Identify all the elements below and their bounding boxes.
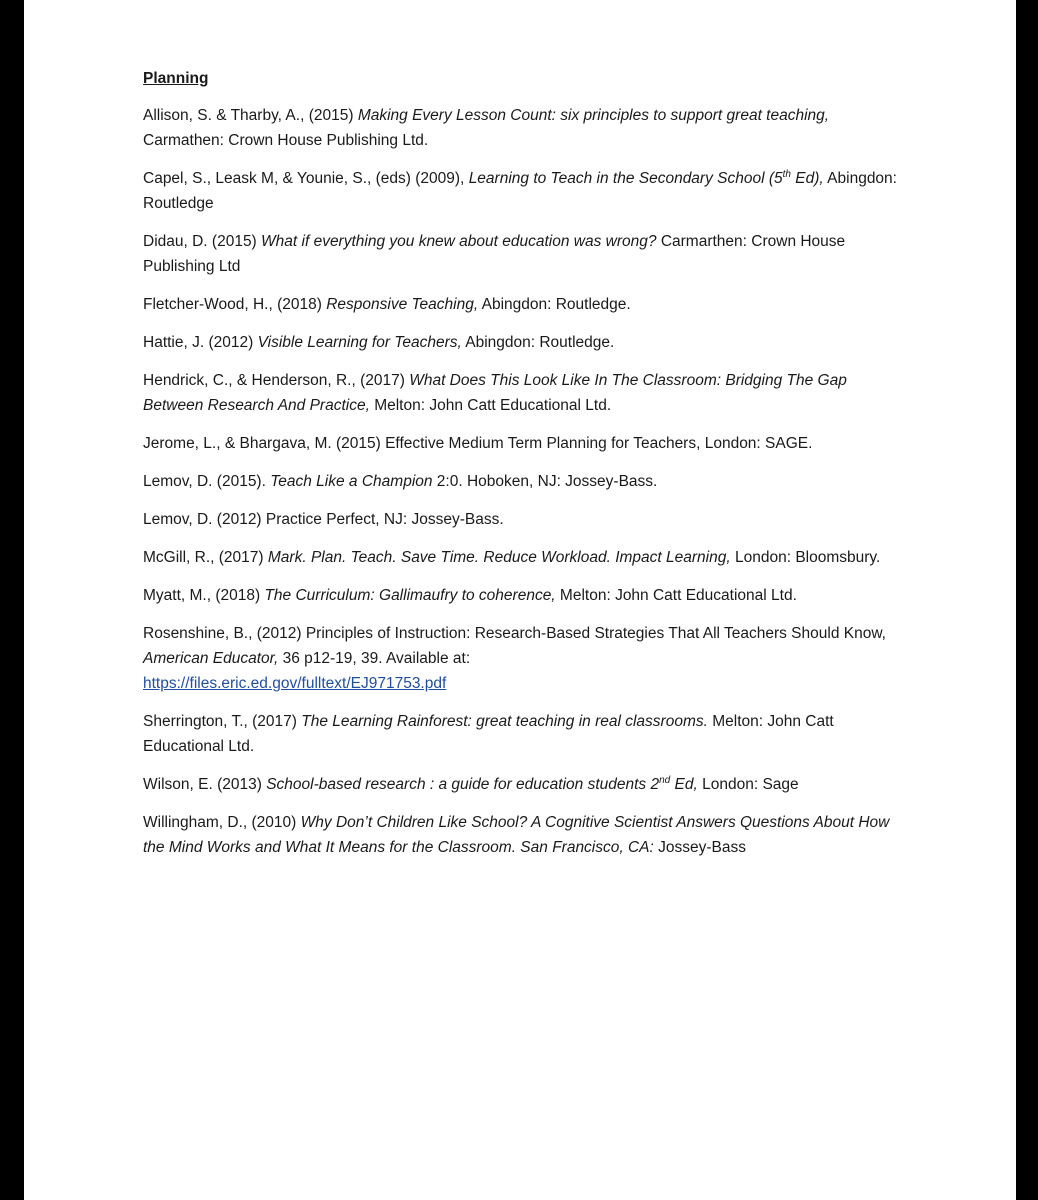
reference-text: Hendrick, C., & Henderson, R., (2017)	[143, 372, 410, 389]
reference-sherrington	[143, 709, 903, 759]
reference-publisher: Abingdon: Routledge.	[478, 296, 631, 313]
reference-title: Mark. Plan. Teach. Save Time. Reduce Workload. Impact Learning,	[267, 549, 731, 566]
reference-publisher: Abingdon: Routledge.	[461, 334, 615, 351]
eric-pdf-link[interactable]: https://files.eric.ed.gov/fulltext/EJ971753.pdf	[143, 675, 447, 692]
document-page	[24, 0, 1016, 1200]
reference-superscript: nd	[659, 774, 671, 786]
reference-mcgill	[143, 545, 903, 570]
reference-jerome	[143, 431, 903, 456]
reference-text: Sherrington, T., (2017)	[143, 713, 302, 730]
reference-text: Didau, D. (2015)	[143, 233, 262, 250]
reference-text: Rosenshine, B., (2012) Principles of Instruction: Research-Based Strategies That All Teachers Should Know,	[143, 625, 886, 642]
reference-lemov-2012	[143, 507, 903, 532]
reference-publisher: London: Bloomsbury.	[730, 549, 881, 566]
reference-text: Wilson, E. (2013)	[143, 776, 267, 793]
reference-publisher: 2:0. Hoboken, NJ: Jossey-Bass.	[432, 473, 658, 490]
reference-fletcher-wood	[143, 292, 903, 317]
reference-title: Teach Like a Champion	[270, 473, 433, 490]
reference-title: School-based research : a guide for education students 2	[266, 776, 660, 793]
reference-title: Why Don’t Children Like School? A Cognitive Scientist Answers Questions About How the Mind Works and What It Means for the Classroom. San Francisco, CA:	[143, 814, 890, 856]
reference-text: Jerome, L., & Bhargava, M. (2015) Effective Medium Term Planning for Teachers, London: SAGE.	[143, 435, 813, 452]
reference-text: Hattie, J. (2012)	[143, 334, 258, 351]
reference-publisher: 36 p12-19, 39. Available at:	[278, 650, 471, 667]
reference-title-suffix: Ed,	[670, 776, 698, 793]
reference-text: Myatt, M., (2018)	[143, 587, 265, 604]
reference-publisher: Melton: John Catt Educational Ltd.	[369, 397, 612, 414]
reference-publisher: Abingdon: Routledge	[143, 170, 897, 212]
reference-title: The Curriculum: Gallimaufry to coherence,	[264, 587, 556, 604]
reference-title: Responsive Teaching,	[326, 296, 479, 313]
reference-rosenshine	[143, 621, 903, 696]
reference-list	[143, 66, 903, 873]
reference-title: What if everything you knew about education was wrong?	[261, 233, 657, 250]
reference-title: Making Every Lesson Count: six principles to support great teaching,	[357, 107, 830, 124]
reference-title-suffix: Ed),	[790, 170, 824, 187]
reference-willingham	[143, 810, 903, 860]
reference-superscript: th	[782, 168, 791, 180]
reference-text: McGill, R., (2017)	[143, 549, 268, 566]
reference-title: The Learning Rainforest: great teaching in real classrooms.	[301, 713, 708, 730]
reference-title: Learning to Teach in the Secondary School (5	[468, 170, 783, 187]
reference-title: Visible Learning for Teachers,	[257, 334, 462, 351]
reference-text: Fletcher-Wood, H., (2018)	[143, 296, 327, 313]
reference-publisher: Melton: John Catt Educational Ltd.	[555, 587, 797, 604]
reference-title: What Does This Look Like In The Classroom: Bridging The Gap Between Research And Practice,	[143, 372, 847, 414]
reference-publisher: Jossey-Bass	[653, 839, 746, 856]
reference-text: Allison, S. & Tharby, A., (2015)	[143, 107, 358, 124]
reference-allison	[143, 103, 903, 153]
reference-hattie	[143, 330, 903, 355]
reference-publisher: Carmarthen: Crown House Publishing Ltd	[143, 233, 846, 275]
reference-publisher: Melton: John Catt Educational Ltd.	[143, 713, 834, 755]
reference-wilson	[143, 772, 903, 797]
section-heading: Planning	[143, 70, 209, 87]
reference-publisher: London: Sage	[697, 776, 799, 793]
reference-title: American Educator,	[143, 650, 279, 667]
reference-text: Lemov, D. (2015).	[143, 473, 271, 490]
reference-text: Willingham, D., (2010)	[143, 814, 301, 831]
reference-text: Lemov, D. (2012) Practice Perfect, NJ: Jossey-Bass.	[143, 511, 504, 528]
reference-myatt	[143, 583, 903, 608]
reference-publisher: Carmathen: Crown House Publishing Ltd.	[143, 132, 429, 149]
reference-hendrick	[143, 368, 903, 418]
reference-text: Capel, S., Leask M, & Younie, S., (eds) (2009),	[143, 170, 469, 187]
reference-lemov-2015	[143, 469, 903, 494]
reference-didau	[143, 229, 903, 279]
reference-capel	[143, 166, 903, 216]
